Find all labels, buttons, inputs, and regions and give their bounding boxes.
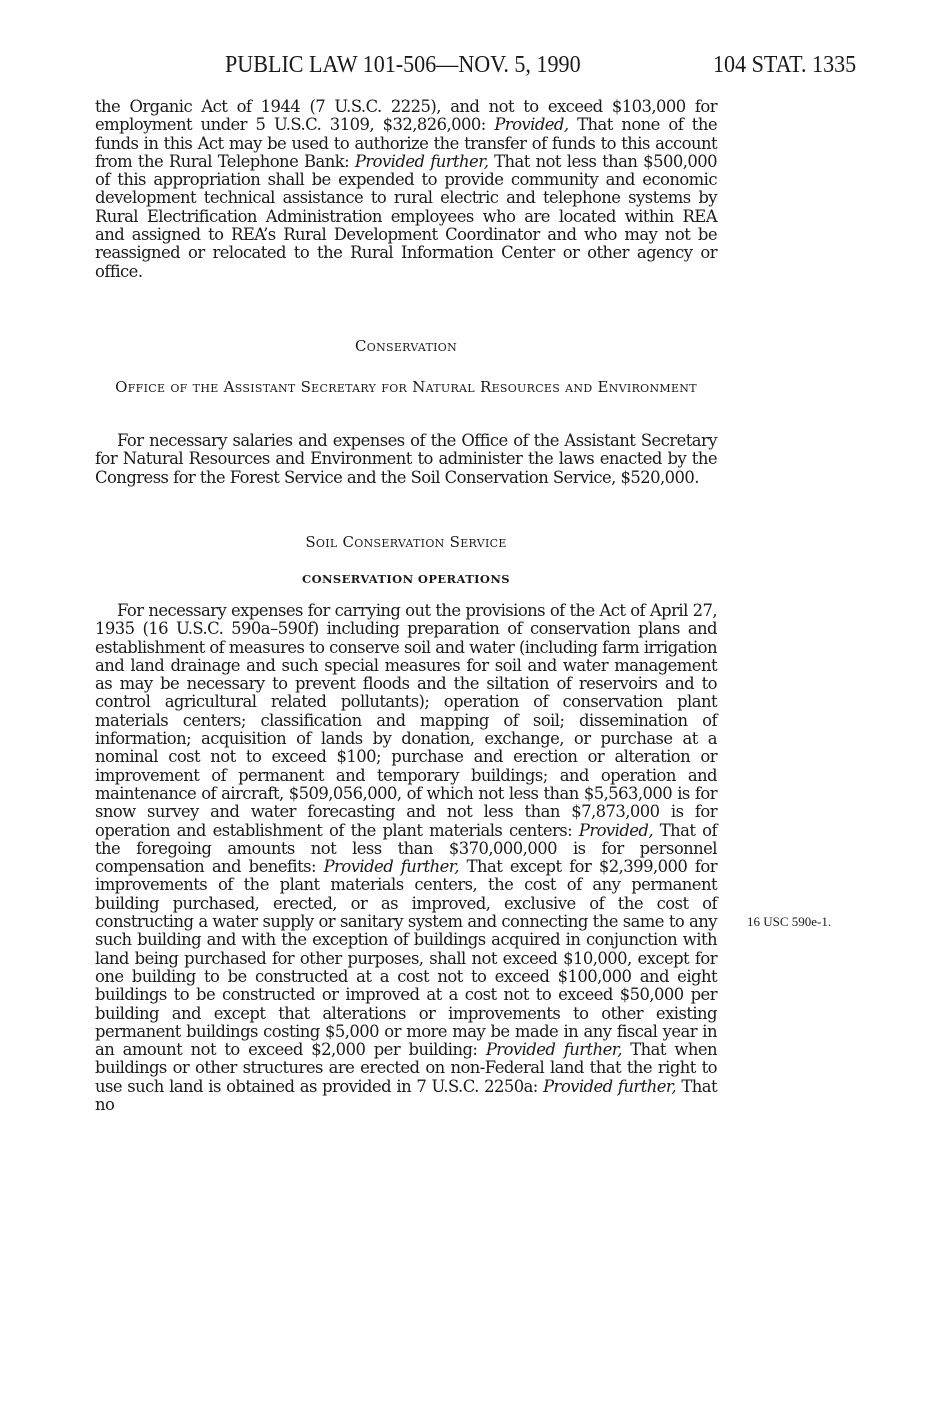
- paragraph-text: For necessary expenses for carrying out the provisions of the Act of April 27, 1935 (16 U.S.C. 590a–590f) including preparation of conservation plans and establishment of measures to conserve soil and water (including farm irrigation and land drainage and such special measures for soil and water management as may be necessary to prevent floods and the siltation of reservoirs and to control agricultural related pollutants); operation of conservation plant materials centers; classification and mapping of soil; dissemination of information; acquisition of lands by donation, exchange, or purchase at a nominal cost not to exceed $100; purchase and erection or alteration or improvement of permanent and temporary buildings; and operation and maintenance of aircraft, $509,056,000, of which not less than $5,563,000 is for snow survey and water forecasting and not less than $7,873,000 is for operation and establishment of the plant materials centers: Provided, That of the foregoing amounts not less than $370,000,000 is for personnel compensation and benefits: Provided further, That except for $2,399,000 for improvements of the plant materials centers, the cost of any permanent building purchased, erected, or as improved, exclusive of the cost of constructing a water supply or sanitary system and connecting the same to any such building and with the exception of buildings acquired in conjunction with land being purchased for other purposes, shall not exceed $10,000, except for one building to be constructed at a cost not to exceed $100,000 and eight buildings to be constructed or improved at a cost not to exceed $50,000 per building and except that alterations or improvements to other existing permanent buildings costing $5,000 or more may be made in any fiscal year in an amount not to exceed $2,000 per building: Provided further, That when buildings or other structures are erected on non-Federal land that the right to use such land is obtained as provided in 7 U.S.C. 2250a: Provided further, That no: [95, 601, 718, 1115]
- italic-proviso: Provided further,: [354, 151, 489, 171]
- italic-proviso: Provided further,: [485, 1040, 622, 1060]
- statute-page-number: 104 STAT. 1335: [713, 52, 857, 78]
- heading-office-assistant-secretary: Office of the Assistant Secretary for Natural Resources and Environment: [115, 378, 697, 396]
- running-head-title: PUBLIC LAW 101-506—NOV. 5, 1990: [225, 52, 581, 78]
- conservation-operations-paragraph: [95, 602, 717, 1114]
- paragraph-text: the Organic Act of 1944 (7 U.S.C. 2225), and not to exceed $103,000 for employment under 5 U.S.C. 3109, $32,826,000: Provided, That none of the funds in this Act may be used to authorize the transfer of funds to this account from the Rural Telephone Bank: Provided further, That not less than $500,000 of this appropriation shall be expended to provide community and economic development technical assistance to rural electric and telephone systems by Rural Electrification Administration employees who are located within REA and assigned to REA’s Rural Development Coordinator and who may not be reassigned or relocated to the Rural Information Center or other agency or office.: [95, 97, 718, 281]
- heading-conservation-operations: CONSERVATION OPERATIONS: [302, 572, 510, 586]
- heading-conservation: Conservation: [354, 337, 458, 355]
- office-assistant-secretary-paragraph: [95, 432, 717, 487]
- italic-proviso: Provided further,: [323, 857, 459, 877]
- italic-proviso: Provided,: [578, 820, 654, 840]
- heading-soil-conservation-service: Soil Conservation Service: [305, 533, 507, 551]
- rea-appropriation-paragraph: [95, 98, 717, 281]
- running-head: [0, 52, 947, 82]
- italic-proviso: Provided further,: [543, 1076, 677, 1096]
- paragraph-text: For necessary salaries and expenses of the Office of the Assistant Secretary for Natural Resources and Environment to administer the laws enacted by the Congress for the Forest Service and the Soil Conservation Service, $520,000.: [95, 431, 717, 487]
- margin-citation-note: 16 USC 590e-1.: [747, 914, 832, 929]
- italic-proviso: Provided,: [494, 115, 569, 135]
